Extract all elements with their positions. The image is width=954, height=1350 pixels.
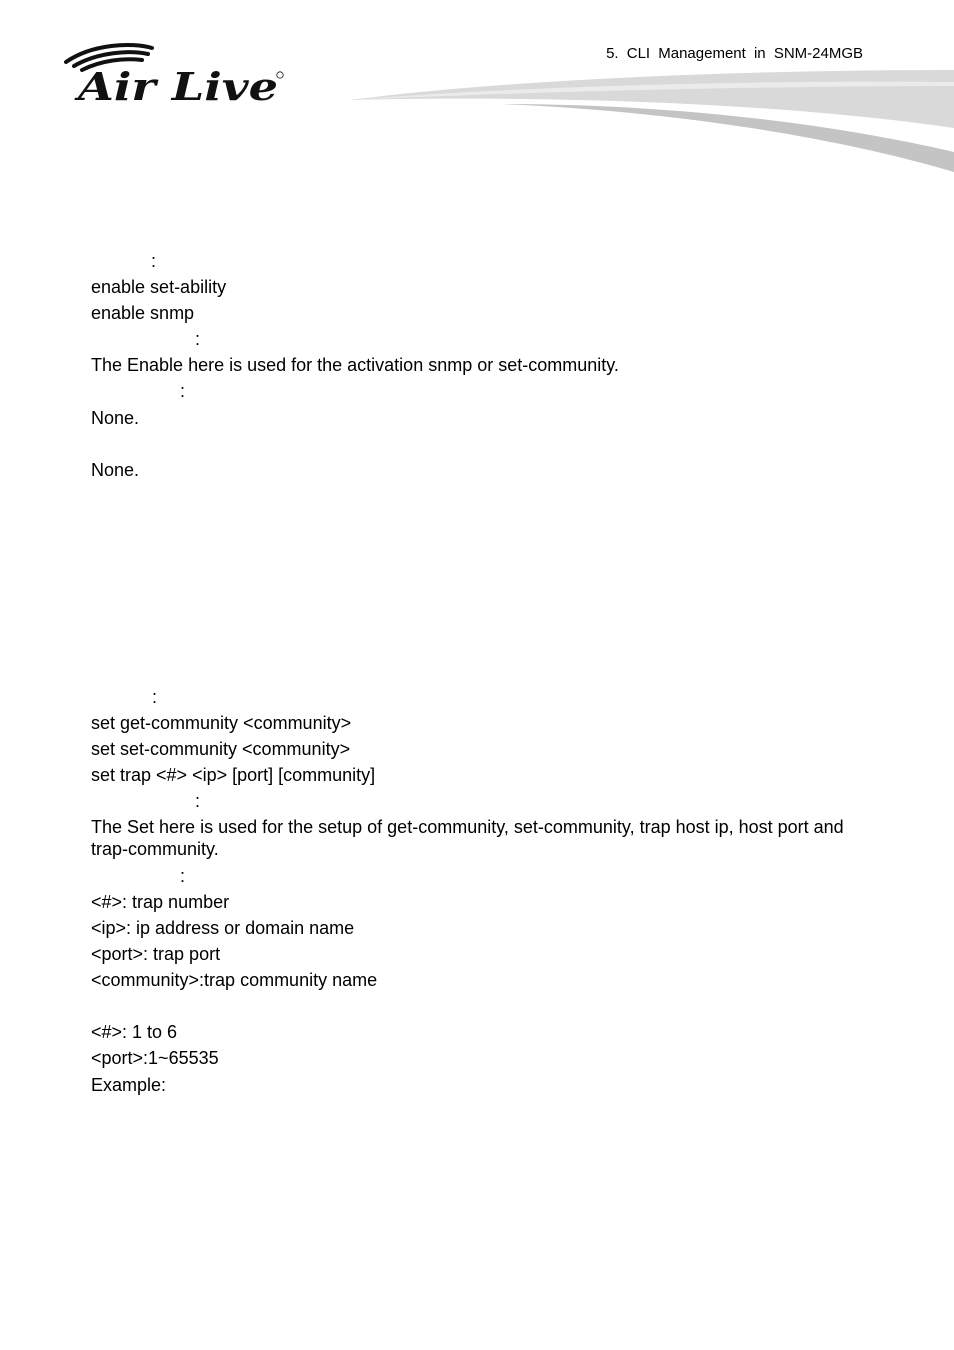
set-range-item: <port>:1~65535 <box>91 1048 219 1068</box>
enable-syntax-colon-mark: : <box>151 251 157 271</box>
section-header-title: 5. CLI Management in SNM-24MGB <box>606 45 863 62</box>
set-description-colon: : <box>195 791 201 811</box>
set-parameter-item: <#>: trap number <box>91 892 230 912</box>
set-syntax-line: set set-community <community> <box>91 739 351 759</box>
set-parameter-item: <community>:trap community name <box>91 970 378 990</box>
enable-parameters-colon: : <box>180 381 186 401</box>
set-description: The Set here is used for the setup of get-community, set-community, trap host ip, host port and trap-community. <box>91 817 844 859</box>
set-parameter-item: <port>: trap port <box>91 944 221 964</box>
set-syntax-line: set trap <#> <ip> [port] [community] <box>91 765 376 785</box>
set-range-item: <#>: 1 to 6 <box>91 1022 178 1042</box>
enable-syntax-line: enable snmp <box>91 303 195 323</box>
set-syntax-line: set get-community <community> <box>91 713 352 733</box>
enable-description-colon: : <box>195 329 201 349</box>
set-parameter-item: <ip>: ip address or domain name <box>91 918 355 938</box>
svg-text:Air Live: Air Live <box>74 64 278 109</box>
set-example-label: Example: <box>91 1075 167 1095</box>
enable-extra: None. <box>91 460 140 480</box>
airlive-logo <box>62 40 292 110</box>
enable-description: The Enable here is used for the activation snmp or set-community. <box>91 355 619 375</box>
set-parameters-colon: : <box>180 866 186 886</box>
enable-parameters: None. <box>91 408 140 428</box>
enable-syntax-line: enable set-ability <box>91 277 227 297</box>
set-syntax-colon: : <box>152 687 158 707</box>
